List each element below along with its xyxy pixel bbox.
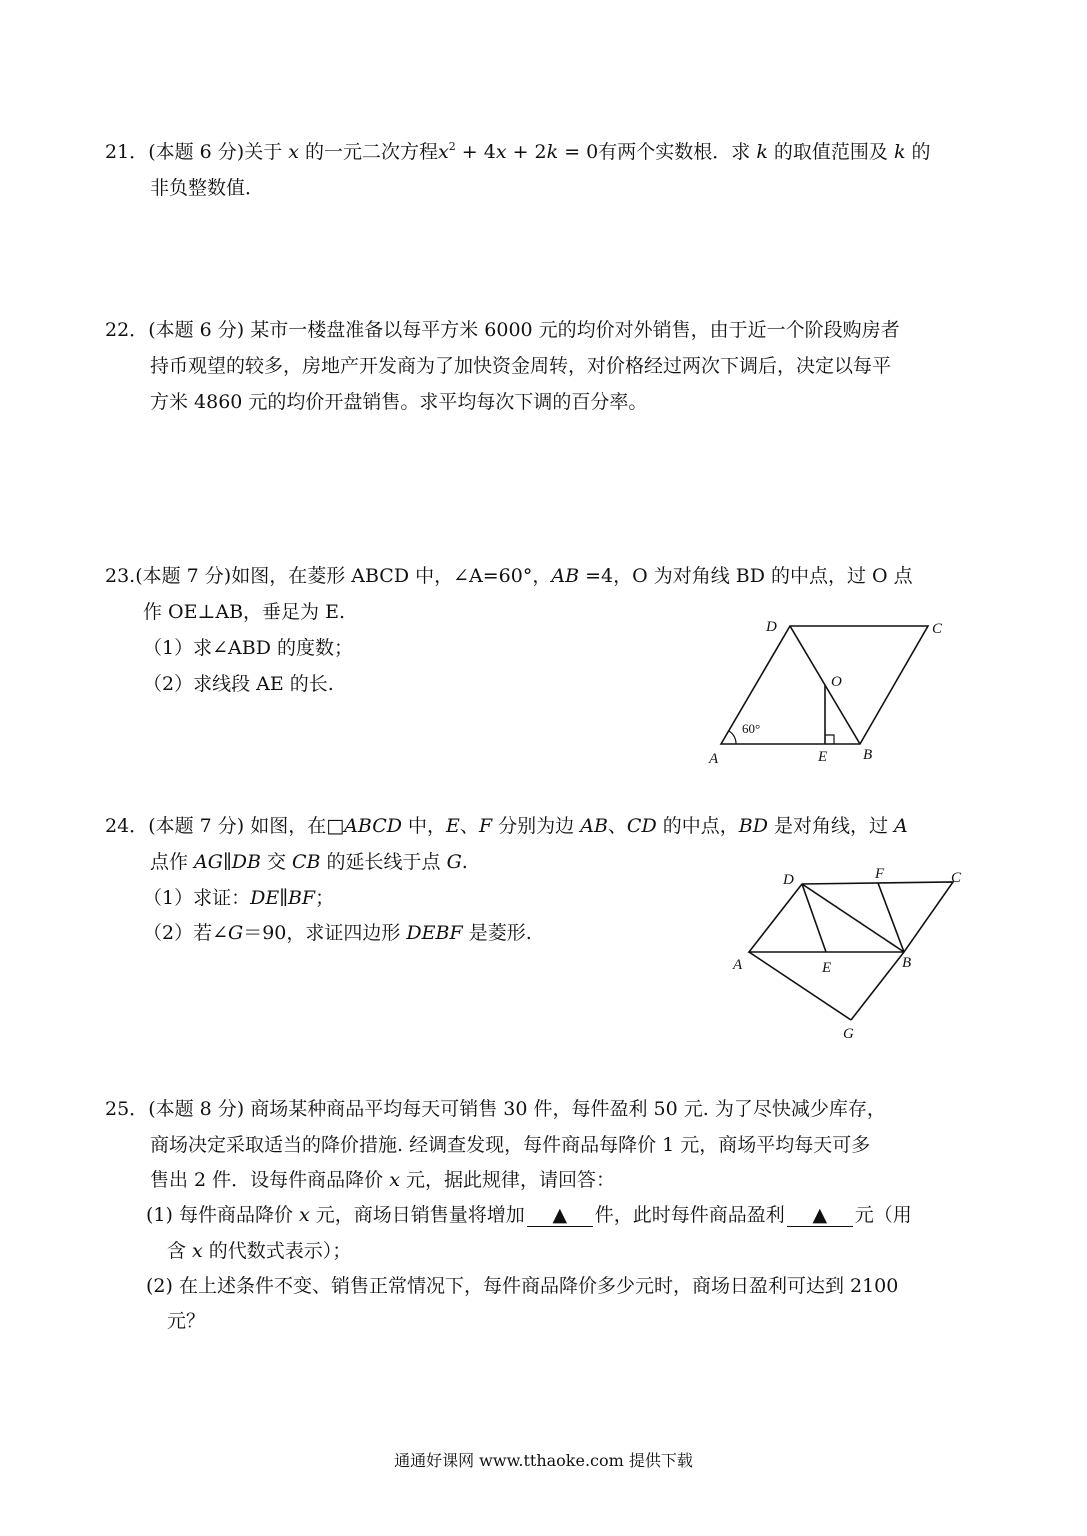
q24-text: 是菱形.: [462, 922, 532, 944]
diagonal-bd: [790, 626, 860, 744]
q24-line-1: [105, 814, 908, 838]
q24-var: CB: [292, 851, 321, 873]
q21-eq-exponent: 2: [448, 140, 456, 153]
q25-text: 元（用: [854, 1204, 912, 1226]
diagonal-bd: [802, 884, 904, 952]
segment-ag: [749, 952, 851, 1020]
label-c: C: [951, 870, 962, 886]
q21-text: 的一元二次方程: [305, 141, 439, 163]
label-b: B: [863, 747, 873, 763]
q21-text: 关于: [244, 141, 283, 163]
q25-text: 商场某种商品平均每天可销售 30 件，每件盈利 50 元. 为了尽快减少库存，: [244, 1098, 886, 1120]
q21-text: 有两个实数根．求: [598, 141, 751, 163]
q24-var: BD: [738, 815, 768, 837]
q21-var: k: [756, 141, 768, 163]
q21-text: 的: [911, 141, 931, 163]
q22-line-1: [105, 318, 900, 342]
q24-var: F: [478, 815, 493, 837]
q21-eq: + 4: [455, 141, 496, 163]
q25-part-2-line-2: 元？: [167, 1310, 206, 1332]
q24-var: □ABCD: [326, 815, 402, 837]
label-g: G: [843, 1026, 854, 1042]
q24-var: G: [228, 922, 244, 944]
q24-text: ；: [315, 887, 335, 909]
q25-text: (1) 每件商品降价: [146, 1204, 299, 1226]
q25-text: 的代数式表示）；: [202, 1240, 352, 1262]
q25-var: x: [389, 1169, 400, 1191]
q23-number: 23.: [105, 565, 136, 587]
q25-var: x: [192, 1240, 203, 1262]
label-e: E: [818, 749, 828, 765]
q22-number: 22．: [105, 319, 149, 341]
q21-points: (本题 6 分): [148, 141, 245, 163]
q23-points: (本题 7 分): [135, 565, 232, 587]
q24-text: 、: [607, 815, 627, 837]
q23-part-2: （2）求线段 AE 的长.: [143, 673, 334, 695]
label-c: C: [932, 621, 943, 637]
q21-eq: k: [546, 141, 559, 163]
q22-line-3: 方米 4860 元的均价开盘销售。求平均每次下调的百分率。: [150, 391, 648, 413]
q24-line-2: [150, 850, 468, 874]
q23-text: 如图，在菱形 ABCD 中，∠A=60°，: [231, 565, 552, 587]
q24-text: 分别为边: [492, 815, 581, 837]
q23-text: =4，O 为对角线 BD 的中点，过 O 点: [579, 565, 913, 587]
q24-var: CD: [626, 815, 657, 837]
q23-line-2: 作 OE⊥AB，垂足为 E.: [143, 601, 345, 623]
segment-bg: [851, 952, 904, 1020]
q21-number: 21．: [105, 141, 149, 163]
q22-text: 某市一楼盘准备以每平方米 6000 元的均价对外销售，由于近一个阶段购房者: [244, 319, 900, 341]
parallelogram-outline: [749, 882, 953, 952]
q24-text: ＝90，求证四边形: [243, 922, 407, 944]
q21-eq: = 0: [558, 141, 599, 163]
angle-arc: [729, 731, 736, 744]
q25-line-2: 商场决定采取适当的降价措施. 经调查发现，每件商品每降价 1 元，商场平均每天可多: [150, 1134, 871, 1156]
q24-var: AG∥DB: [194, 851, 261, 873]
q24-text: 如图，在: [244, 815, 327, 837]
q24-number: 24．: [105, 815, 149, 837]
answer-blank-1: ▲: [527, 1204, 593, 1227]
label-f: F: [875, 866, 885, 882]
q25-number: 25．: [105, 1098, 149, 1120]
label-d: D: [766, 619, 777, 635]
q25-text: 含: [167, 1240, 193, 1262]
q25-text: 元，商场日销售量将增加: [309, 1204, 525, 1226]
label-d: D: [783, 872, 794, 888]
segment-de: [802, 884, 826, 952]
label-o: O: [831, 674, 842, 690]
q24-text: 点作: [150, 851, 195, 873]
label-angle: 60°: [742, 721, 761, 736]
q24-points: (本题 7 分): [148, 815, 245, 837]
q24-text: 的中点，: [656, 815, 739, 837]
q22-line-2: 持币观望的较多，房地产开发商为了加快资金周转，对价格经过两次下调后，决定以每平: [150, 355, 892, 377]
q25-var: x: [299, 1204, 310, 1226]
right-angle-mark: [825, 735, 834, 744]
q23-var: AB: [551, 565, 580, 587]
q24-part-2: [143, 921, 532, 945]
answer-blank-2: ▲: [787, 1204, 853, 1227]
q24-text: .: [461, 851, 468, 873]
q23-part-1: （1）求∠ABD 的度数；: [143, 637, 353, 659]
q24-var: G: [446, 851, 462, 873]
q24-text: 、: [459, 815, 479, 837]
label-a: A: [709, 751, 719, 767]
q24-var: AB: [580, 815, 608, 837]
q25-part-1: [146, 1203, 912, 1227]
q24-var: DE∥BF: [250, 887, 316, 909]
q21-line-1: [105, 140, 931, 164]
q21-line-2: 非负整数值．: [150, 177, 265, 199]
q24-var: DEBF: [406, 922, 463, 944]
page-footer: 通通好课网 www.tthaoke.com 提供下载: [394, 1451, 693, 1470]
q24-text: （2）若∠: [143, 922, 229, 944]
segment-fb: [878, 883, 904, 952]
q24-var: A: [894, 815, 908, 837]
q21-eq: + 2: [506, 141, 547, 163]
q24-text: 交: [260, 851, 293, 873]
label-b: B: [902, 955, 912, 971]
q23-line-1: [105, 564, 913, 588]
q25-part-2: (2) 在上述条件不变、销售正常情况下，每件商品降价多少元时，商场日盈利可达到 2100: [146, 1275, 899, 1297]
label-a: A: [733, 957, 743, 973]
rhombus-outline: [721, 626, 928, 744]
q24-text: 中，: [402, 815, 447, 837]
q21-eq: x: [438, 141, 449, 163]
q25-text: 元，据此规律，请回答：: [399, 1169, 615, 1191]
q25-points: (本题 8 分): [148, 1098, 245, 1120]
q24-text: 是对角线，过: [767, 815, 895, 837]
q24-part-1: [143, 886, 334, 910]
q21-var: k: [893, 141, 906, 163]
q25-text: 售出 2 件．设每件商品降价: [150, 1169, 390, 1191]
q21-text: 的取值范围及: [773, 141, 888, 163]
label-e: E: [822, 960, 832, 976]
q24-text: （1）求证：: [143, 887, 251, 909]
q25-text: 件，此时每件商品盈利: [594, 1204, 785, 1226]
q21-eq: x: [495, 141, 507, 163]
q25-line-3: [150, 1168, 615, 1192]
q25-line-1: [105, 1097, 886, 1121]
q25-part-1-line-2: [167, 1239, 351, 1263]
q22-points: (本题 6 分): [148, 319, 245, 341]
q21-var: x: [288, 141, 299, 163]
q24-var: E: [446, 815, 460, 837]
q24-text: 的延长线于点: [320, 851, 447, 873]
